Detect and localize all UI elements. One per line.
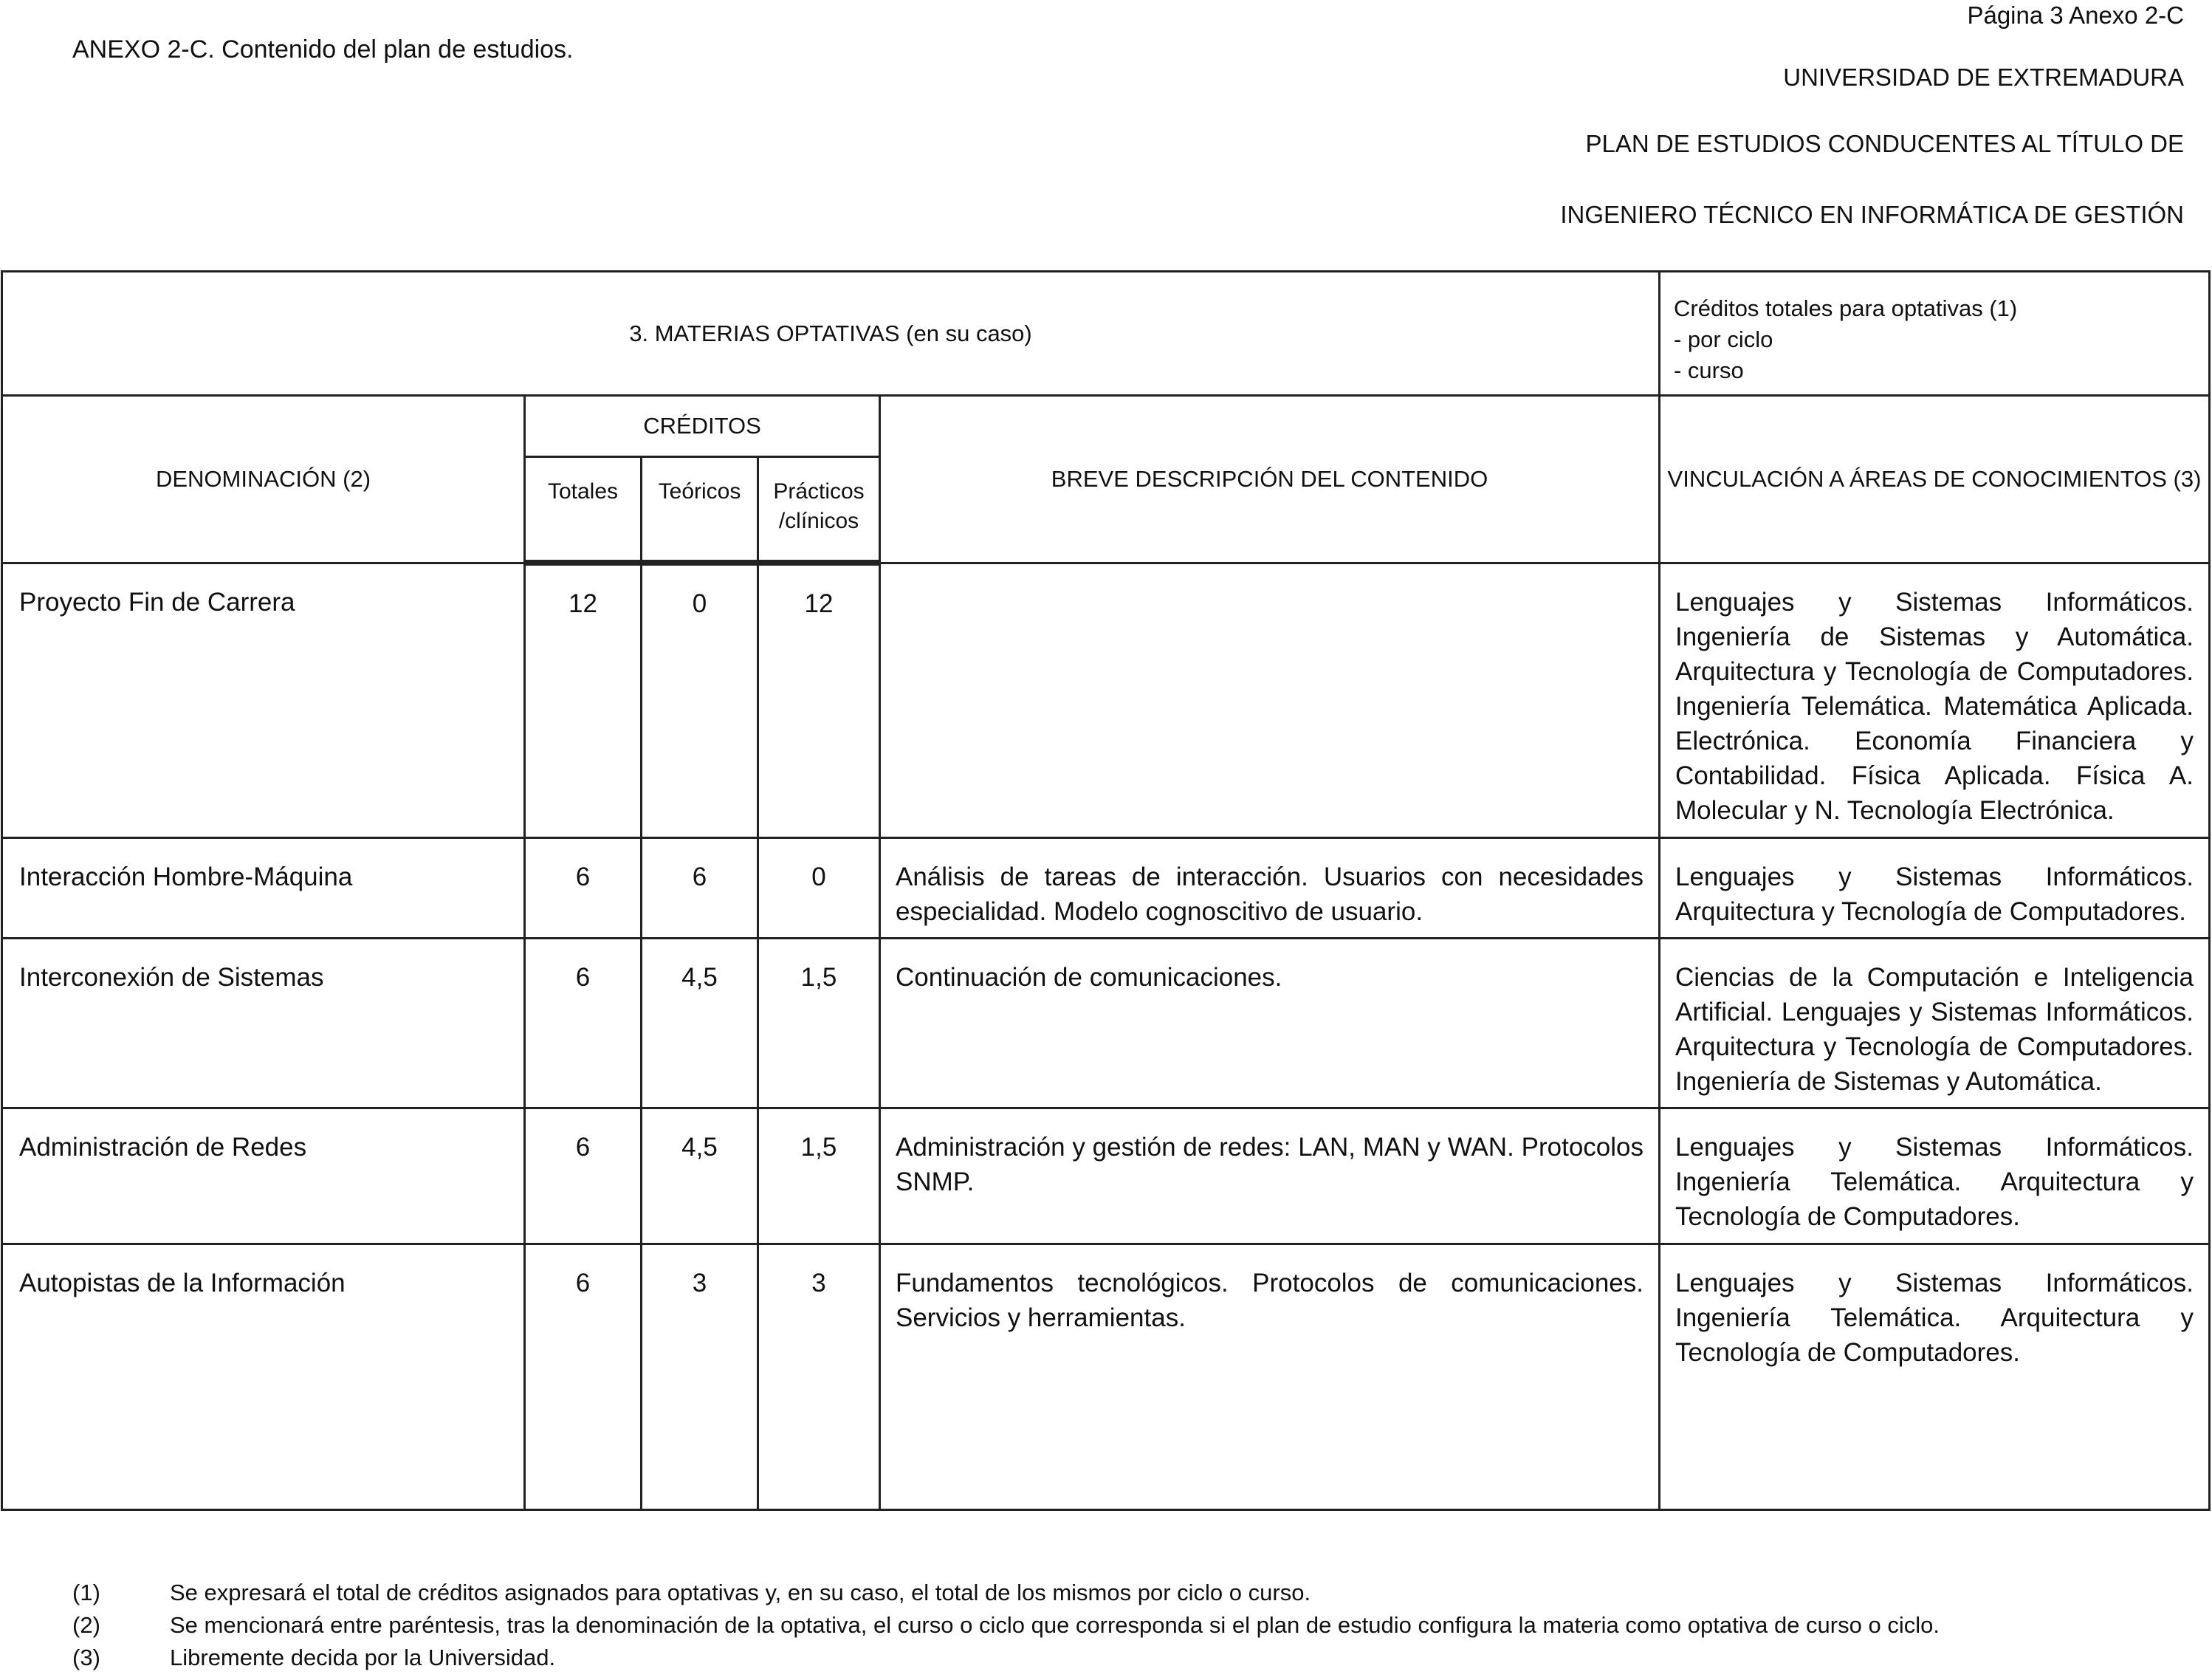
- header-practicos: [758, 457, 880, 563]
- table-row: [2, 1108, 2210, 1244]
- total-credits-per-cycle: - por ciclo: [1674, 326, 1773, 352]
- credits-practice: 0: [758, 837, 880, 938]
- credits-total: 6: [525, 1244, 642, 1509]
- header-descripcion: BREVE DESCRIPCIÓN DEL CONTENIDO: [880, 396, 1660, 563]
- footnote-number: (2): [72, 1612, 100, 1638]
- credits-practice: 1,5: [758, 938, 880, 1108]
- knowledge-areas: Ciencias de la Computación e Inteligencia Artificial. Lenguajes y Sistemas Informáticos. Arquitectura y Tecnología de Computadores. Ingeniería de Sistemas y Automática.: [1660, 938, 2210, 1108]
- subject-description: Administración y gestión de redes: LAN, MAN y WAN. Protocolos SNMP.: [880, 1108, 1660, 1244]
- table-row: [2, 1244, 2210, 1509]
- total-credits-label: Créditos totales para optativas (1): [1674, 295, 2018, 321]
- footnote-text: Se expresará el total de créditos asignados para optativas y, en su caso, el total de los mismos por ciclo o curso.: [170, 1580, 1311, 1605]
- header-practicos-line2: /clínicos: [778, 509, 859, 533]
- footnote-text: Se mencionará entre paréntesis, tras la denominación de la optativa, el curso o ciclo que corresponda si el plan de estudio configura la materia como optativa de curso o ciclo.: [170, 1612, 1940, 1638]
- annex-title: ANEXO 2-C. Contenido del plan de estudios.: [72, 35, 574, 64]
- page-label: Página 3 Anexo 2-C: [1967, 1, 2184, 29]
- header-denominacion: DENOMINACIÓN (2): [2, 396, 525, 563]
- header-teoricos: Teóricos: [642, 457, 758, 563]
- credits-total: 6: [525, 938, 642, 1108]
- footnote-3: [72, 1642, 1940, 1674]
- table-row: [2, 837, 2210, 938]
- credits-theory: 4,5: [642, 938, 758, 1108]
- plan-title-line1: PLAN DE ESTUDIOS CONDUCENTES AL TÍTULO DE: [1585, 130, 2184, 157]
- table-row: [2, 563, 2210, 837]
- footnotes: [72, 1577, 1940, 1674]
- plan-title-line2: INGENIERO TÉCNICO EN INFORMÁTICA DE GESTIÓN: [1560, 201, 2184, 228]
- subject-description: Análisis de tareas de interacción. Usuarios con necesidades especialidad. Modelo cognoscitivo de usuario.: [880, 837, 1660, 938]
- subject-name: Interconexión de Sistemas: [2, 938, 525, 1108]
- subject-description: Continuación de comunicaciones.: [880, 938, 1660, 1108]
- total-credits-per-course: - curso: [1674, 357, 1744, 383]
- optional-subjects-table: [1, 270, 2211, 1511]
- header-totales: Totales: [525, 457, 642, 563]
- credits-theory: 3: [642, 1244, 758, 1509]
- knowledge-areas: Lenguajes y Sistemas Informáticos. Ingeniería de Sistemas y Automática. Arquitectura y Tecnología de Computadores. Ingeniería Telemática. Matemática Aplicada. Electrónica. Economía Financiera y Contabilidad. Física Aplicada. Física A. Molecular y N. Tecnología Electrónica.: [1660, 563, 2210, 837]
- footnote-number: (3): [72, 1645, 100, 1670]
- table-row: [2, 938, 2210, 1108]
- section-title: 3. MATERIAS OPTATIVAS (en su caso): [2, 272, 1660, 396]
- credits-total: 12: [525, 563, 642, 837]
- footnote-2: [72, 1609, 1940, 1642]
- header-vinculacion: VINCULACIÓN A ÁREAS DE CONOCIMIENTOS (3): [1660, 396, 2210, 563]
- subject-name: Administración de Redes: [2, 1108, 525, 1244]
- knowledge-areas: Lenguajes y Sistemas Informáticos. Arquitectura y Tecnología de Computadores.: [1660, 837, 2210, 938]
- total-credits-cell: [1660, 272, 2210, 396]
- header-creditos: CRÉDITOS: [525, 396, 880, 457]
- subject-description: [880, 563, 1660, 837]
- knowledge-areas: Lenguajes y Sistemas Informáticos. Ingeniería Telemática. Arquitectura y Tecnología de Computadores.: [1660, 1244, 2210, 1509]
- subject-description: Fundamentos tecnológicos. Protocolos de comunicaciones. Servicios y herramientas.: [880, 1244, 1660, 1509]
- footnote-text: Libremente decida por la Universidad.: [170, 1645, 556, 1670]
- credits-theory: 0: [642, 563, 758, 837]
- footnote-1: [72, 1577, 1940, 1609]
- credits-practice: 1,5: [758, 1108, 880, 1244]
- credits-practice: 12: [758, 563, 880, 837]
- header-practicos-line1: Prácticos: [773, 479, 865, 504]
- credits-theory: 6: [642, 837, 758, 938]
- credits-total: 6: [525, 837, 642, 938]
- credits-practice: 3: [758, 1244, 880, 1509]
- knowledge-areas: Lenguajes y Sistemas Informáticos. Ingeniería Telemática. Arquitectura y Tecnología de Computadores.: [1660, 1108, 2210, 1244]
- footnote-number: (1): [72, 1580, 100, 1605]
- credits-theory: 4,5: [642, 1108, 758, 1244]
- subject-name: Autopistas de la Información: [2, 1244, 525, 1509]
- credits-total: 6: [525, 1108, 642, 1244]
- subject-name: Interacción Hombre-Máquina: [2, 837, 525, 938]
- university-name: UNIVERSIDAD DE EXTREMADURA: [1783, 64, 2184, 91]
- subject-name: Proyecto Fin de Carrera: [2, 563, 525, 837]
